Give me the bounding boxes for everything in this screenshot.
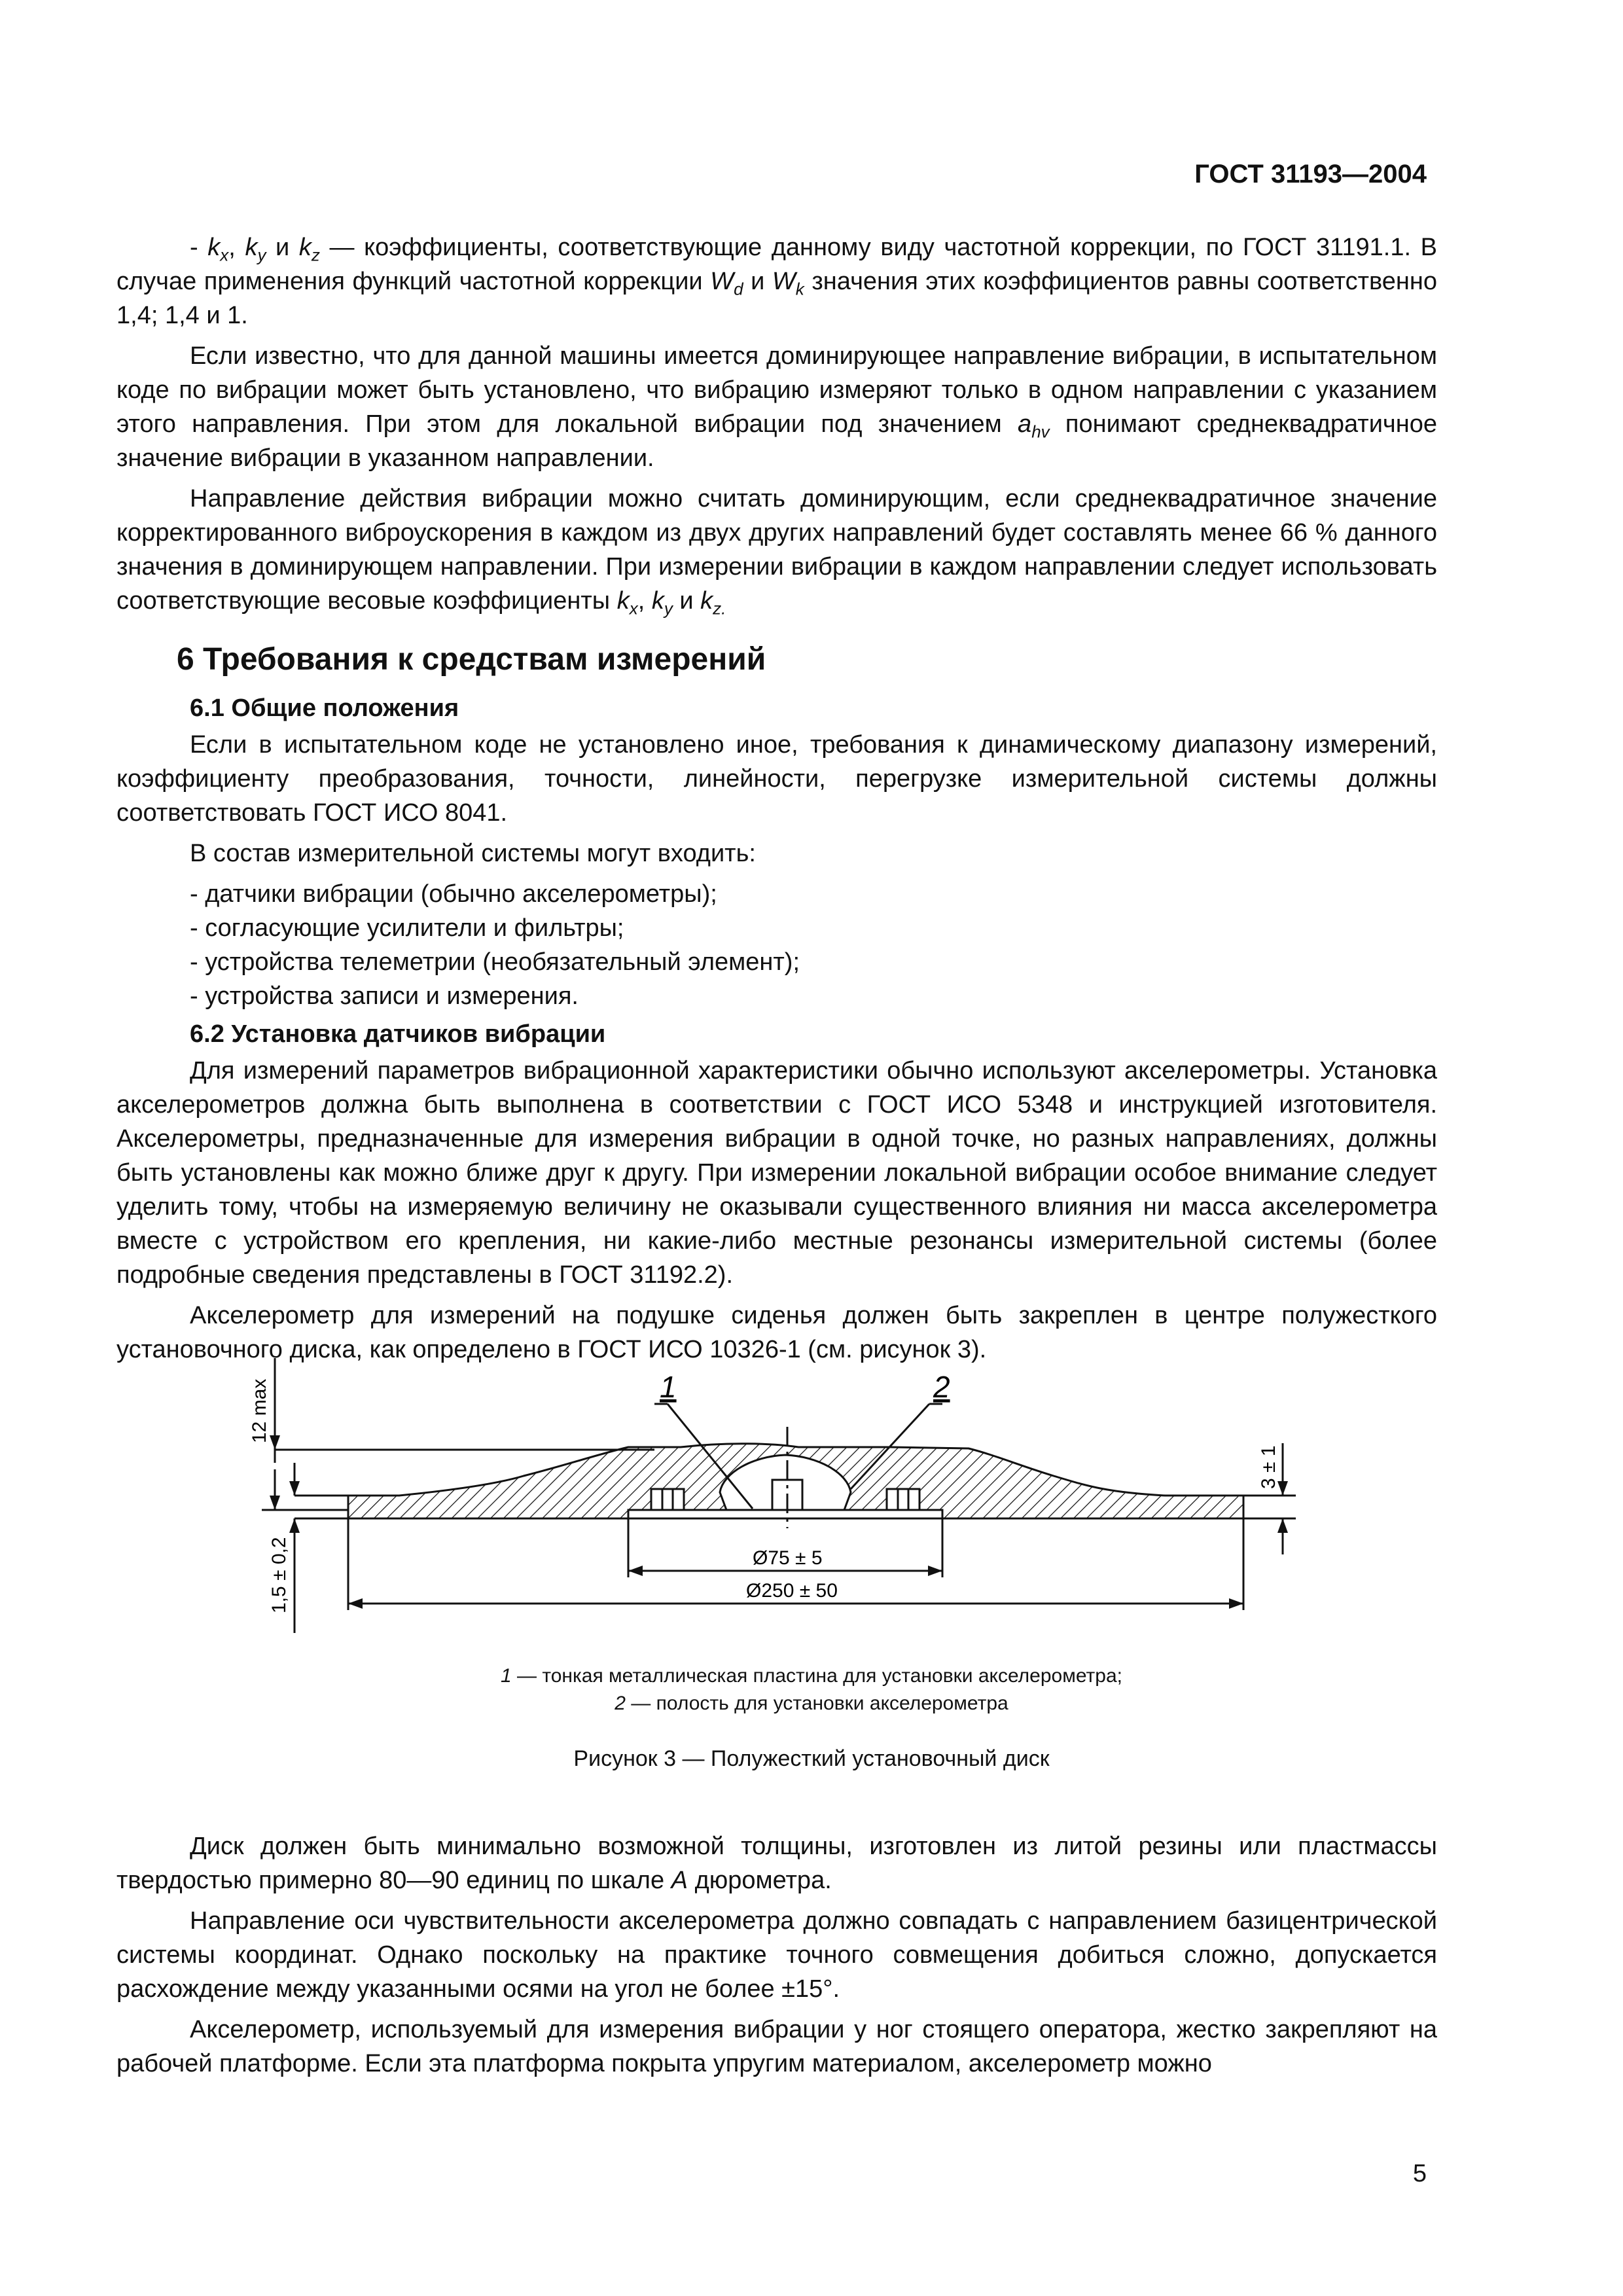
accelerometer-seat-paragraph: Акселерометр для измерений на подушке сиденья должен быть закреплен в центре полужесткого установочного диска, как определено в ГОСТ ИСО 10326-1 (см. рисунок 3). (116, 1302, 1437, 1363)
semi-rigid-disc-drawing (236, 1358, 1309, 1633)
standard-code: ГОСТ 31193—2004 (1194, 160, 1427, 188)
standing-operator-paragraph: Акселерометр, используемый для измерения вибрации у ног стоящего оператора, жестко закрепляют на рабочей платформе. Если эта платформа покрыта упругим материалом, акселерометр можно (116, 2016, 1437, 2077)
upper-text-block (116, 230, 1437, 1373)
axis-alignment-paragraph: Направление оси чувствительности акселерометра должно совпадать с направлением базицентрической системы координат. Однако поскольку на практике точного совмещения добиться сложно, допускается расхождение между указанными осями на угол не более ±15°. (116, 1907, 1437, 2003)
bolt-left (651, 1489, 684, 1510)
metal-plate (628, 1510, 942, 1518)
subsection-6-2-heading: 6.2 Установка датчиков вибрации (190, 1020, 606, 1048)
subsection-6-1-heading: 6.1 Общие положения (190, 694, 459, 722)
dominant-criterion-paragraph: Направление действия вибрации можно считать доминирующим, если среднеквадратичное значение корректированного виброускорения в каждом из двух других направлений будет составлять менее 66 % данного значения в доминирующем направлении. При измерении вибрации в каждом направлении следует использовать соответствующие весовые коэффициенты $k_x$, $k_y$ и $k_{z.}$ (116, 485, 1437, 619)
figure-legend-1: 1 — тонкая металлическая пластина для установки акселерометра; (500, 1665, 1122, 1687)
measurement-system-list (116, 877, 1437, 1013)
list-item: - датчики вибрации (обычно акселерометры); (190, 880, 717, 908)
callout-label-2: 2 (933, 1370, 950, 1404)
list-item: - согласующие усилители и фильтры; (190, 914, 624, 942)
page-number: 5 (1412, 2160, 1427, 2187)
coefficients-paragraph: - $k_x$, $k_y$ и $k_z$ — коэффициенты, соответствующие данному виду частотной коррекции, по ГОСТ 31191.1. В случае применения функций частотной коррекции $W_d$ и $W_k$ значения этих коэффициентов равны соответственно 1,4; 1,4 и 1. (116, 234, 1438, 329)
list-item: - устройства записи и измерения. (190, 982, 579, 1010)
dimension-3: 3 ± 1 (1258, 1445, 1279, 1489)
lower-text-block (116, 1829, 1437, 2087)
subsection-6-1-paragraph: Если в испытательном коде не установлено иное, требования к динамическому диапазону измерений, коэффициенту преобразования, точности, линейности, перегрузке измерительной системы должны соответствовать ГОСТ ИСО 8041. (116, 731, 1437, 827)
figure-legend-2: 2 — полость для установки акселерометра (615, 1693, 1008, 1714)
dominant-direction-paragraph: Если известно, что для данной машины имеется доминирующее направление вибрации, в испытательном коде по вибрации может быть установлено, что вибрацию измеряют только в одном направлении с указанием этого направления. При этом для локальной вибрации под значением $a_{hv}$ понимают среднеквадратичное значение вибрации в указанном направлении. (116, 342, 1437, 472)
section-6-heading: 6 Требования к средствам измерений (177, 642, 766, 677)
bolt-right (887, 1489, 919, 1510)
measurement-system-intro: В состав измерительной системы могут входить: (190, 840, 756, 867)
figure-title: Рисунок 3 — Полужесткий установочный диск (573, 1746, 1050, 1771)
subsection-6-2-paragraph: Для измерений параметров вибрационной характеристики обычно используют акселерометры. Установка акселерометров должна быть выполнена в соответствии с ГОСТ ИСО 5348 и инструкцией изготовителя. Акселерометры, предназначенные для измерения вибрации в одной точке, но разных направлениях, должны быть установлены как можно ближе друг к другу. При измерении локальной вибрации особое внимание следует уделить тому, чтобы на измеряемую величину не оказывали существенного влияния ни масса акселерометра вместе с устройством его крепления, ни какие-либо местные резонансы измерительной системы (более подробные сведения представлены в ГОСТ 31192.2). (116, 1057, 1437, 1289)
dimension-12-max: 12 max (249, 1378, 270, 1443)
list-item: - устройства телеметрии (необязательный элемент); (190, 948, 800, 976)
disc-material-paragraph: Диск должен быть минимально возможной толщины, изготовлен из литой резины или пластмассы твердостью примерно 80—90 единиц по шкале А дюрометра. (116, 1833, 1437, 1894)
dimension-250: Ø250 ± 50 (746, 1580, 838, 1602)
callout-label-1: 1 (660, 1370, 677, 1404)
dimension-75: Ø75 ± 5 (753, 1547, 823, 1569)
dimension-1-5: 1,5 ± 0,2 (268, 1537, 290, 1613)
